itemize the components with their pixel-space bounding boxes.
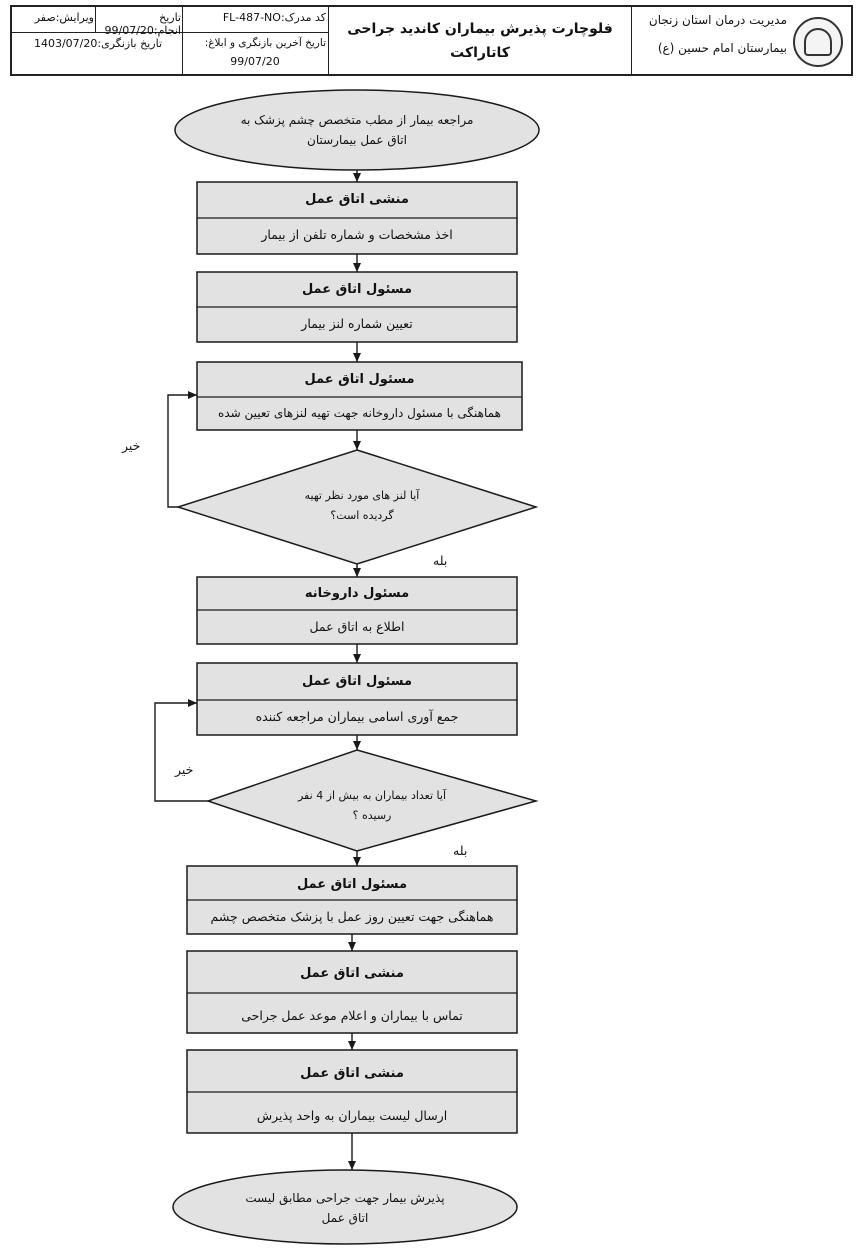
step6-title: مسئول اتاق عمل bbox=[296, 877, 408, 892]
org-line-1: مدیریت درمان استان زنجان bbox=[648, 13, 787, 27]
step2-text: تعیین شماره لنز بیمار bbox=[301, 316, 413, 331]
step8-text: ارسال لیست بیماران به واحد پذیرش bbox=[256, 1108, 448, 1123]
decision1-text: آیا لنز های مورد نظر تهیه گردیده است؟ bbox=[304, 489, 420, 522]
done-date: تاریخ انجام:99/07/20 bbox=[104, 11, 181, 37]
step1-title: منشی اتاق عمل bbox=[305, 192, 409, 207]
step3-title: مسئول اتاق عمل bbox=[304, 372, 415, 387]
last-review-date: 99/07/20 bbox=[230, 55, 280, 68]
title-line-2: کاتاراکت bbox=[450, 45, 510, 61]
step8-title: منشی اتاق عمل bbox=[300, 1066, 404, 1081]
step2-title: مسئول اتاق عمل bbox=[301, 282, 413, 297]
decision1-yes-label: بله bbox=[433, 553, 448, 568]
review-date: تاریخ بازنگری:1403/07/20 bbox=[33, 37, 163, 50]
decision2-no-label: خیر bbox=[175, 762, 194, 777]
start-text: مراجعه بیمار از مطب متخصص چشم پزشک به اتاق عمل بیمارستان bbox=[240, 113, 474, 147]
decision2-yes-label: بله bbox=[453, 843, 468, 858]
revision: ویرایش:صفر bbox=[34, 11, 94, 24]
step7-text: تماس با بیماران و اعلام موعد عمل جراحی bbox=[241, 1008, 463, 1023]
step5-text: جمع آوری اسامی بیماران مراجعه کننده bbox=[255, 709, 459, 724]
step7-title: منشی اتاق عمل bbox=[300, 966, 404, 981]
step4-text: اطلاع به اتاق عمل bbox=[309, 619, 405, 634]
step1-text: اخذ مشخصات و شماره تلفن از بیمار bbox=[261, 227, 453, 242]
step3-text: هماهنگی با مسئول داروخانه جهت تهیه لنزهای تعیین شده bbox=[218, 406, 501, 420]
step5-title: مسئول اتاق عمل bbox=[301, 674, 413, 689]
last-review-label: تاریخ آخرین بازنگری و ابلاغ: bbox=[204, 37, 326, 49]
org-line-2: بیمارستان امام حسین (ع) bbox=[657, 41, 787, 55]
decision1-no-label: خیر bbox=[122, 438, 141, 453]
decision2-text: آیا تعداد بیماران به بیش از 4 نفر رسیده ؟ bbox=[297, 789, 447, 822]
end-text: پذیرش بیمار جهت جراحی مطابق لیست اتاق عمل bbox=[245, 1191, 445, 1225]
step6-text: هماهنگی جهت تعیین روز عمل با پزشک متخصص چشم bbox=[210, 909, 494, 924]
step4-title: مسئول داروخانه bbox=[304, 586, 410, 601]
doc-code: کد مدرک:FL-487-NO bbox=[222, 11, 326, 24]
title-line-1: فلوچارت پذیرش بیماران کاندید جراحی bbox=[347, 21, 613, 37]
